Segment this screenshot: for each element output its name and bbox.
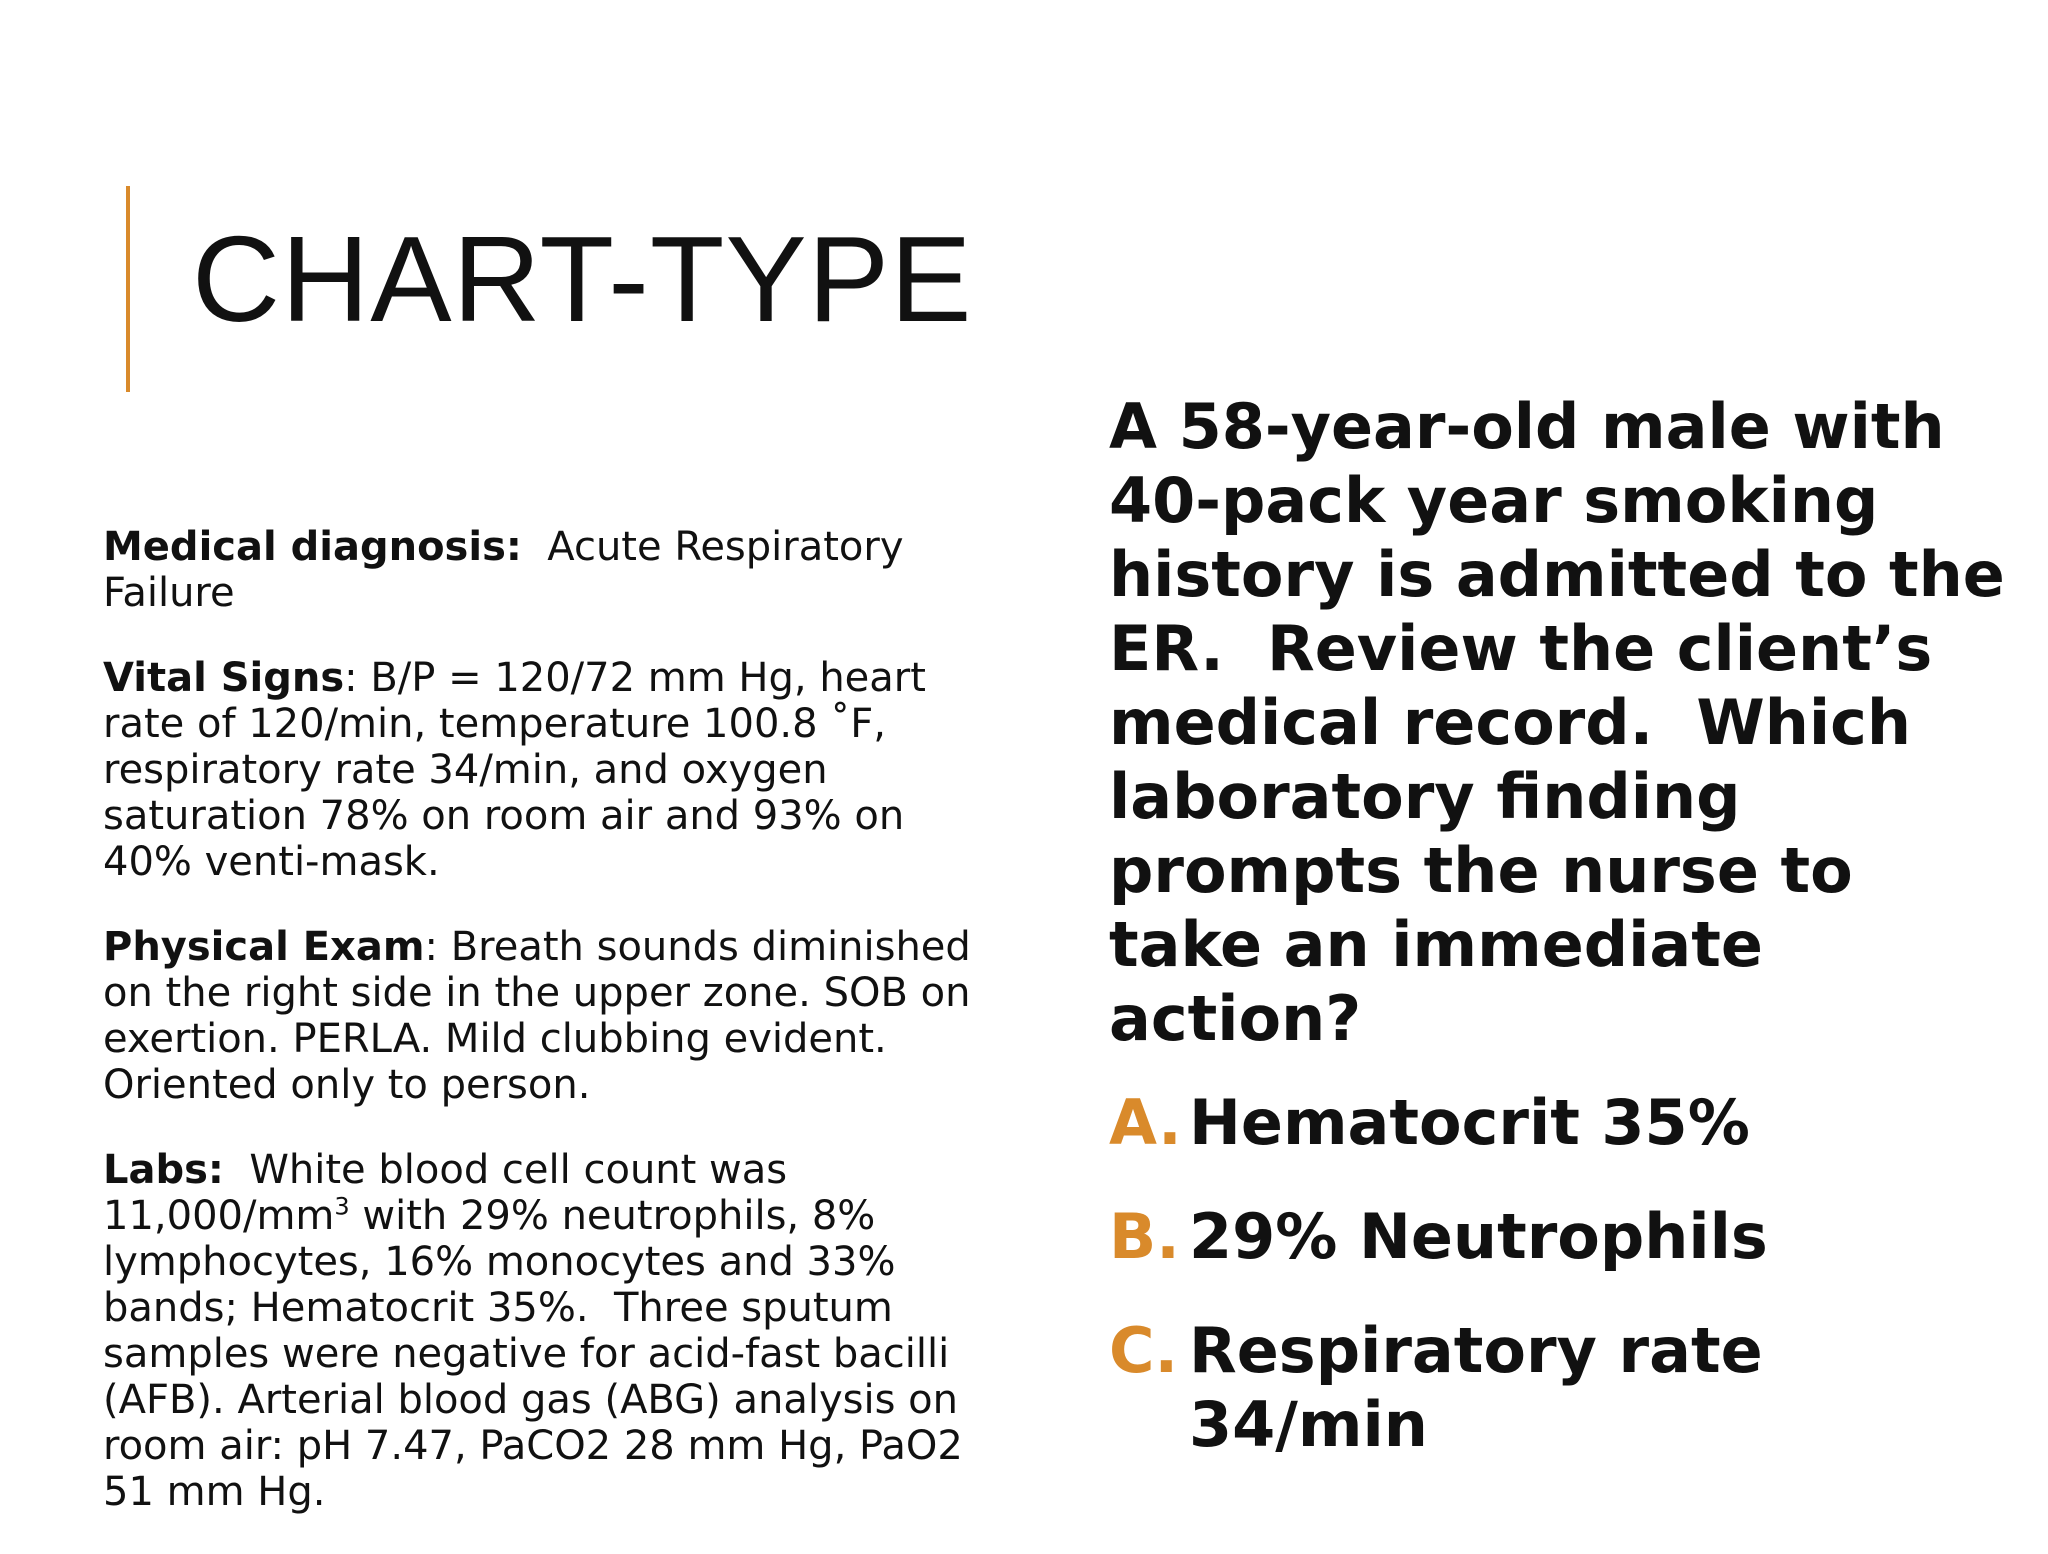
option-c-text: Respiratory rate 34/min xyxy=(1189,1314,1763,1461)
physical-exam-label: Physical Exam xyxy=(103,924,425,970)
option-a-letter: A. xyxy=(1109,1086,1182,1159)
option-a[interactable] xyxy=(1109,1086,2009,1160)
option-c-letter: C. xyxy=(1109,1314,1179,1387)
labs-section xyxy=(103,1147,1003,1515)
slide-title: CHART-TYPE xyxy=(192,211,973,347)
option-a-text: Hematocrit 35% xyxy=(1189,1086,1750,1159)
labs-superscript: 3 xyxy=(334,1192,350,1221)
option-c[interactable] xyxy=(1109,1314,2009,1462)
diagnosis-label: Medical diagnosis: xyxy=(103,524,522,570)
option-b-text: 29% Neutrophils xyxy=(1189,1200,1768,1273)
question-panel xyxy=(1109,390,2027,1502)
option-b-letter: B. xyxy=(1109,1200,1180,1273)
diagnosis-text: Acute Respiratory Failure xyxy=(103,524,917,616)
vital-signs-label: Vital Signs xyxy=(103,655,345,701)
diagnosis-section xyxy=(103,524,1003,616)
title-accent-bar xyxy=(126,186,130,392)
vital-signs-text: : B/P = 120/72 mm Hg, heart rate of 120/min, temperature 100.8 ˚F, respiratory rate 34/min, and oxygen saturation 78% on room air and 93% on 40% venti-mask. xyxy=(103,655,926,885)
physical-exam-section xyxy=(103,924,1003,1108)
medical-record xyxy=(103,524,1003,1554)
vital-signs-section xyxy=(103,655,1003,885)
option-b[interactable] xyxy=(1109,1200,2009,1274)
physical-exam-text: : Breath sounds diminished on the right side in the upper zone. SOB on exertion. PERLA. Mild clubbing evident. Oriented only to person. xyxy=(103,924,971,1108)
labs-text-before: White blood cell count was 11,000/mm xyxy=(103,1147,800,1239)
question-stem: A 58-year-old male with 40-pack year smoking history is admitted to the ER. Review the client’s medical record. Which laboratory finding prompts the nurse to take an immediate action? xyxy=(1109,390,2027,1055)
labs-text-after: with 29% neutrophils, 8% lymphocytes, 16% monocytes and 33% bands; Hematocrit 35%. Three sputum samples were negative for acid-fast bacilli (AFB). Arterial blood gas (ABG) analysis on room air: pH 7.47, PaCO2 28 mm Hg, PaO2 51 mm Hg. xyxy=(103,1193,976,1515)
answer-options xyxy=(1109,1086,2009,1462)
labs-label: Labs: xyxy=(103,1147,224,1193)
